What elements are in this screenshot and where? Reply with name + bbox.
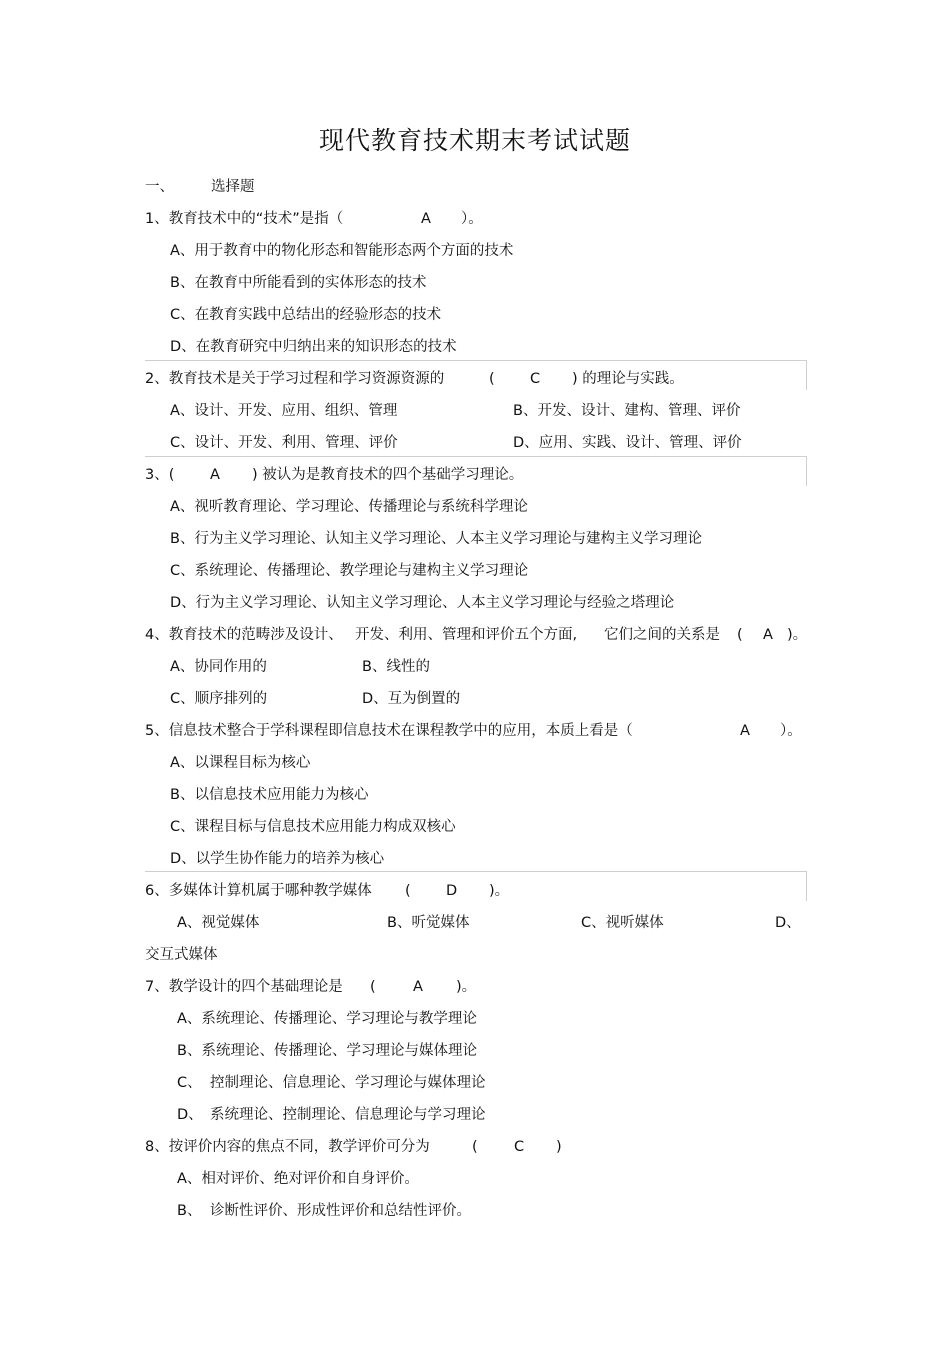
option-b: 诊断性评价、形成性评价和总结性评价。 — [210, 1203, 471, 1219]
question-end: ) 的理论与实践。 — [572, 371, 684, 387]
option-d: D、应用、实践、设计、管理、评价 — [513, 435, 742, 451]
option-d: D、以学生协作能力的培养为核心 — [170, 851, 385, 867]
answer: C — [514, 1139, 525, 1155]
frame-line — [145, 360, 807, 361]
frame-line — [145, 456, 807, 457]
answer: C — [530, 371, 541, 387]
question-stem: 4、教育技术的范畴涉及设计、 — [145, 627, 343, 643]
section-number: 一、 — [145, 179, 174, 195]
option-a: A、相对评价、绝对评价和自身评价。 — [177, 1171, 419, 1187]
option-b: B、以信息技术应用能力为核心 — [170, 787, 369, 803]
question-stem: 1、教育技术中的“技术”是指（ — [145, 211, 344, 227]
question-stem: 3、( — [145, 467, 175, 483]
question-end: )。 — [456, 979, 477, 995]
option-a: A、视听教育理论、学习理论、传播理论与系统科学理论 — [170, 499, 528, 515]
option-a: A、协同作用的 — [170, 659, 267, 675]
option-c: C、在教育实践中总结出的经验形态的技术 — [170, 307, 442, 323]
answer: A — [763, 627, 773, 643]
option-b: B、线性的 — [362, 659, 430, 675]
answer: A — [210, 467, 220, 483]
open-paren: ( — [405, 883, 411, 899]
option-b: B、系统理论、传播理论、学习理论与媒体理论 — [177, 1043, 477, 1059]
option-d-continued: 交互式媒体 — [145, 947, 218, 963]
question-stem: 6、多媒体计算机属于哪种教学媒体 — [145, 883, 372, 899]
question-end: ）。 — [461, 211, 483, 227]
option-b: B、听觉媒体 — [387, 915, 470, 931]
option-c: C、系统理论、传播理论、教学理论与建构主义学习理论 — [170, 563, 529, 579]
frame-line — [806, 456, 807, 486]
option-a: A、设计、开发、应用、组织、管理 — [170, 403, 398, 419]
option-c: C、设计、开发、利用、管理、评价 — [170, 435, 398, 451]
question-stem: 2、教育技术是关于学习过程和学习资源资源的 — [145, 371, 445, 387]
question-end: )。 — [787, 627, 808, 643]
option-b: B、在教育中所能看到的实体形态的技术 — [170, 275, 427, 291]
open-paren: ( — [370, 979, 376, 995]
question-stem: 8、按评价内容的焦点不同，教学评价可分为 — [145, 1139, 430, 1155]
frame-line — [806, 871, 807, 901]
option-d: D、互为倒置的 — [362, 691, 461, 707]
open-paren: ( — [472, 1139, 478, 1155]
answer: A — [421, 211, 431, 227]
option-d: D、行为主义学习理论、认知主义学习理论、人本主义学习理论与经验之塔理论 — [170, 595, 675, 611]
option-c: C、顺序排列的 — [170, 691, 268, 707]
option-a: A、系统理论、传播理论、学习理论与教学理论 — [177, 1011, 477, 1027]
option-c: C、课程目标与信息技术应用能力构成双核心 — [170, 819, 456, 835]
question-end: ）。 — [780, 723, 802, 739]
option-a: A、以课程目标为核心 — [170, 755, 311, 771]
option-c: 控制理论、信息理论、学习理论与媒体理论 — [210, 1075, 486, 1091]
option-a: A、用于教育中的物化形态和智能形态两个方面的技术 — [170, 243, 514, 259]
answer: D — [446, 883, 458, 899]
option-d: D、在教育研究中归纳出来的知识形态的技术 — [170, 339, 457, 355]
option-b: B、行为主义学习理论、认知主义学习理论、人本主义学习理论与建构主义学习理论 — [170, 531, 702, 547]
option-d: 系统理论、控制理论、信息理论与学习理论 — [210, 1107, 486, 1123]
question-stem: 7、教学设计的四个基础理论是 — [145, 979, 343, 995]
option-b-letter: B、 — [177, 1203, 202, 1219]
option-d: D、 — [775, 915, 801, 931]
question-end: ) — [556, 1139, 562, 1155]
question-stem: 5、信息技术整合于学科课程即信息技术在课程教学中的应用，本质上看是（ — [145, 723, 633, 739]
question-end: ) 被认为是教育技术的四个基础学习理论。 — [252, 467, 524, 483]
answer: A — [413, 979, 423, 995]
open-paren: ( — [489, 371, 495, 387]
option-b: B、开发、设计、建构、管理、评价 — [513, 403, 741, 419]
open-paren: ( — [737, 627, 743, 643]
option-c-letter: C、 — [177, 1075, 202, 1091]
frame-line — [806, 360, 807, 390]
question-stem: 它们之间的关系是 — [604, 627, 720, 643]
option-d-letter: D、 — [177, 1107, 203, 1123]
question-end: )。 — [489, 883, 510, 899]
answer: A — [740, 723, 750, 739]
option-c: C、视听媒体 — [581, 915, 664, 931]
frame-line — [145, 871, 807, 872]
option-a: A、视觉媒体 — [177, 915, 260, 931]
page-title: 现代教育技术期末考试试题 — [318, 126, 631, 155]
question-stem: 开发、利用、管理和评价五个方面, — [355, 627, 578, 643]
section-label: 选择题 — [211, 179, 255, 195]
